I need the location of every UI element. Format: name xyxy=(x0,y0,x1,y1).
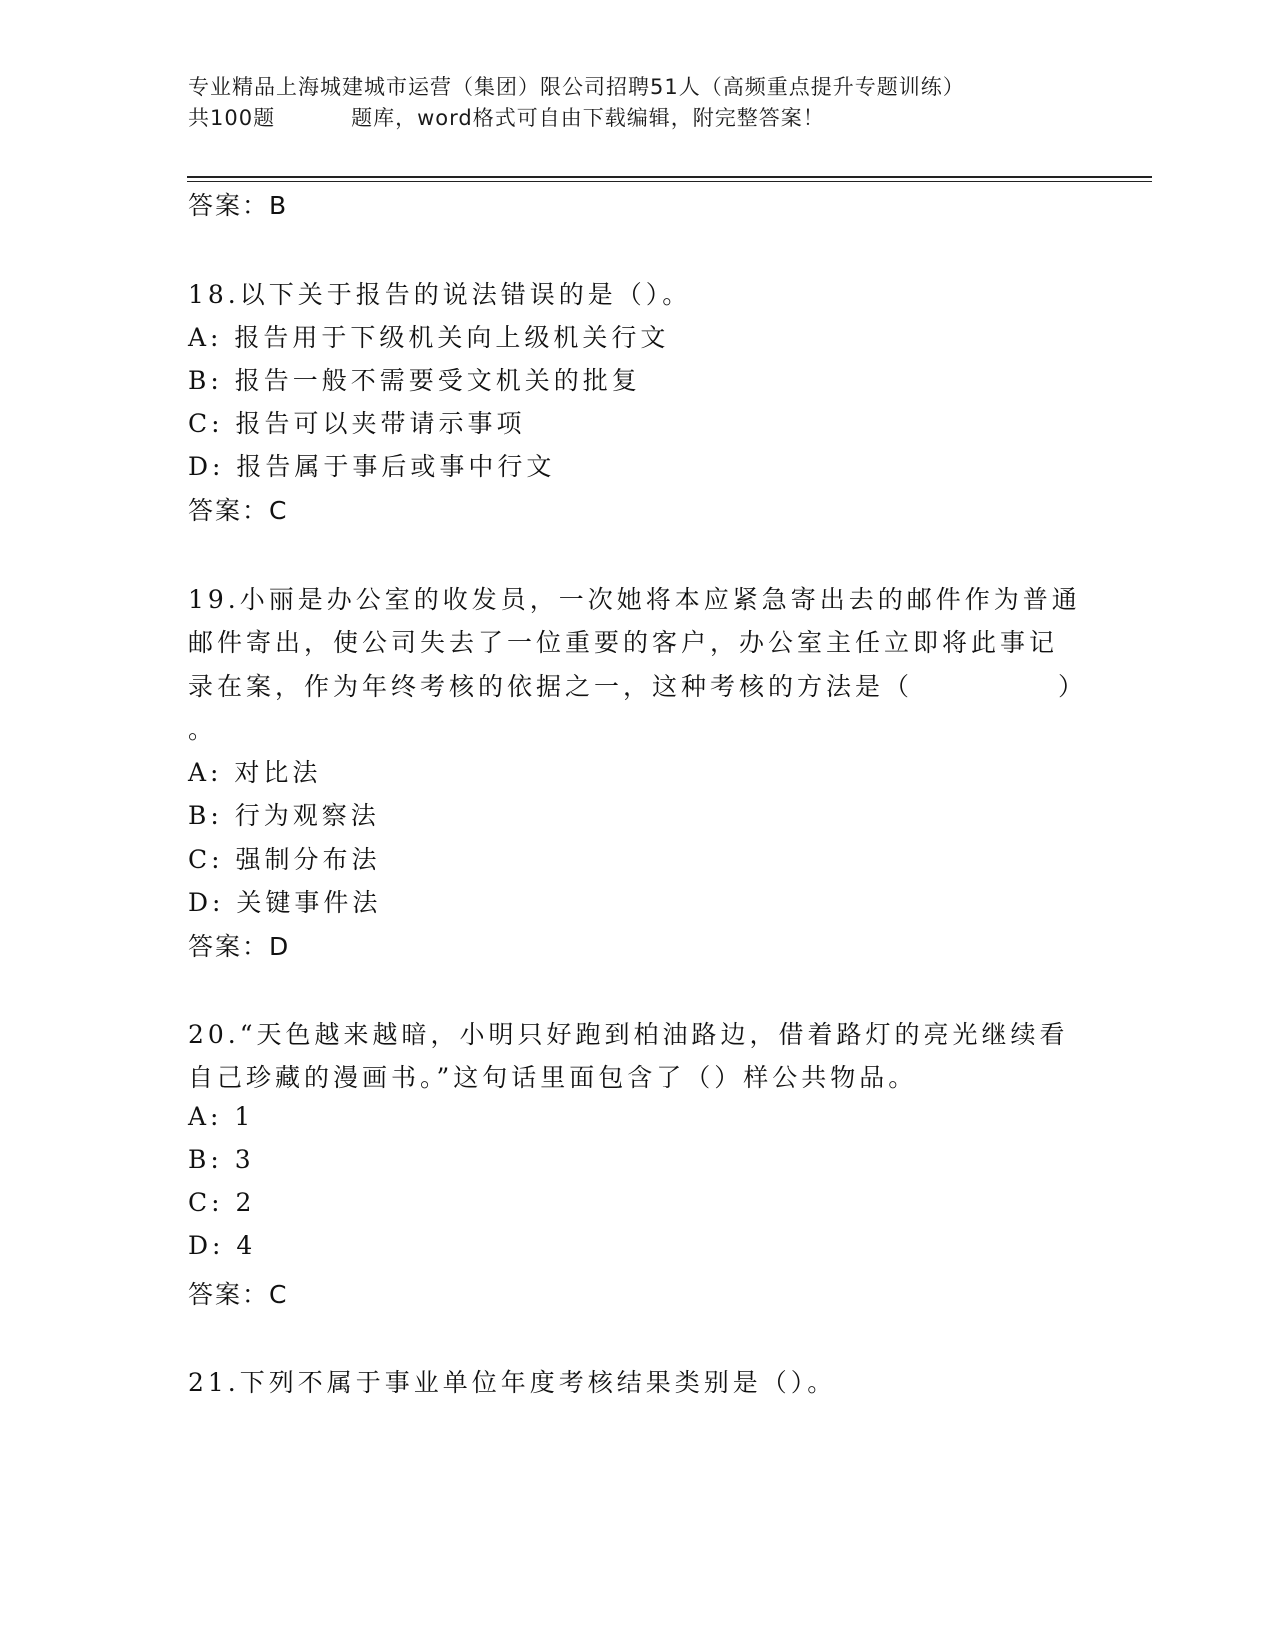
question-18-stem: 18.以下关于报告的说法错误的是（）。 xyxy=(188,280,692,309)
header-subtitle-line xyxy=(188,103,1168,134)
question-18-option-b: B: 报告一般不需要受文机关的批复 xyxy=(188,366,641,395)
question-19-option-c: C: 强制分布法 xyxy=(188,845,381,874)
answer-18: 答案：C xyxy=(188,496,289,525)
question-18-option-d: D: 报告属于事后或事中行文 xyxy=(188,452,556,481)
question-20-stem-line-1: 20.“天色越来越暗，小明只好跑到柏油路边，借着路灯的亮光继续看 xyxy=(188,1020,1069,1049)
header-format-note: 题库，word格式可自由下载编辑，附完整答案！ xyxy=(351,106,825,130)
header-question-count: 共100题 xyxy=(188,106,276,130)
answer-17: 答案：B xyxy=(188,191,289,220)
answer-19: 答案：D xyxy=(188,932,291,961)
question-19-stem-line-3: 录在案，作为年终考核的依据之一，这种考核的方法是（ ） xyxy=(188,672,1088,701)
question-21-stem: 21.下列不属于事业单位年度考核结果类别是（）。 xyxy=(188,1368,837,1397)
question-18-option-c: C: 报告可以夹带请示事项 xyxy=(188,409,526,438)
answer-20: 答案：C xyxy=(188,1280,289,1309)
question-20-stem-line-2: 自己珍藏的漫画书。”这句话里面包含了（）样公共物品。 xyxy=(188,1063,918,1092)
question-19-option-a: A: 对比法 xyxy=(188,758,322,787)
question-19-stem-line-4: 。 xyxy=(188,715,218,744)
question-20-option-b: B: 3 xyxy=(188,1145,255,1174)
header-title-line: 专业精品上海城建城市运营（集团）限公司招聘51人（高频重点提升专题训练） xyxy=(188,75,965,99)
header-divider-thick xyxy=(187,176,1152,178)
header-divider-thin xyxy=(187,181,1152,182)
question-19-option-d: D: 关键事件法 xyxy=(188,888,382,917)
question-19-option-b: B: 行为观察法 xyxy=(188,801,380,830)
question-18-option-a: A: 报告用于下级机关向上级机关行文 xyxy=(188,323,670,352)
question-20-option-d: D: 4 xyxy=(188,1231,257,1260)
question-20-option-c: C: 2 xyxy=(188,1188,256,1217)
document-header xyxy=(188,72,1168,134)
question-19-stem-line-2: 邮件寄出，使公司失去了一位重要的客户，办公室主任立即将此事记 xyxy=(188,628,1059,657)
question-19-stem-line-1: 19.小丽是办公室的收发员，一次她将本应紧急寄出去的邮件作为普通 xyxy=(188,585,1081,614)
question-20-option-a: A: 1 xyxy=(188,1102,255,1131)
